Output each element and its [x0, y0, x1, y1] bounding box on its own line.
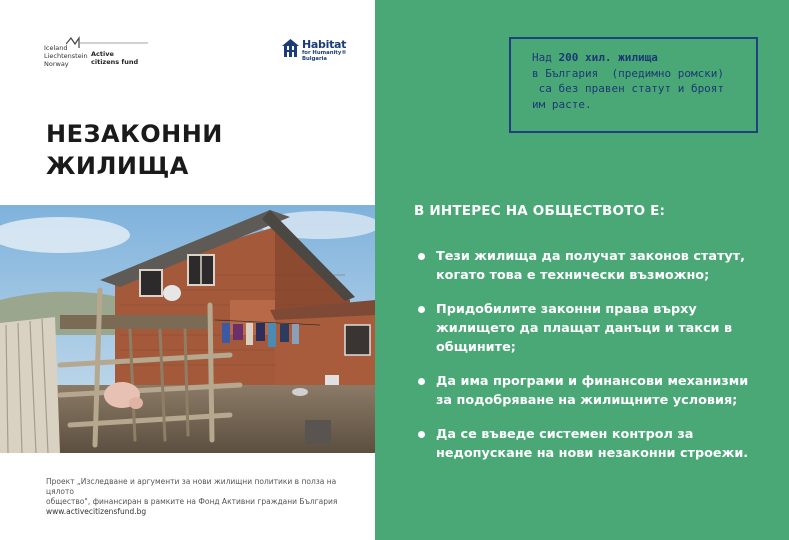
list-item [418, 300, 778, 357]
habitat-name: Habitat [302, 38, 347, 51]
bullet-icon [418, 431, 425, 438]
stat-prefix: Над [532, 51, 559, 64]
stat-line-2: в България (предимно ромски) [532, 66, 725, 80]
stat-line-4: им расте. [532, 97, 592, 111]
eea-right-line2: citizens fund [91, 58, 139, 66]
list-item [418, 247, 778, 285]
habitat-house-icon [281, 38, 300, 58]
list-item [418, 425, 778, 463]
left-panel [0, 0, 375, 540]
footer-url: www.activecitizensfund.bg [46, 507, 147, 516]
footer-line-2: общество", финансиран в рамките на Фонд Активни граждани България [46, 497, 338, 506]
eea-mark-icon [66, 36, 148, 50]
habitat-sub [302, 50, 347, 62]
stat-line-3: са без правен статут и броят [532, 82, 725, 95]
photo-house-image [0, 205, 375, 453]
page-title [46, 118, 223, 182]
bullet-icon [418, 253, 425, 260]
footer-line-1: Проект „Изследване и аргументи за нови жилищни политики в полза на цялото [46, 477, 337, 496]
habitat-logo [281, 38, 351, 68]
list-item-text: Да се въведе системен контрол за недопускане на нови незаконни строежи. [436, 427, 749, 461]
habitat-sub2: Bulgaria [302, 56, 327, 62]
interest-list [418, 247, 778, 463]
house-photo [0, 205, 375, 453]
title-line-2: ЖИЛИЩА [46, 152, 189, 180]
active-citizens-fund-label [91, 50, 138, 66]
list-item-text: Тези жилища да получат законов статут, когато това е технически възможно; [436, 249, 746, 283]
list-item [418, 372, 778, 410]
title-line-1: НЕЗАКОННИ [46, 120, 223, 148]
eea-right-line1: Active [91, 50, 114, 58]
list-item-text: Да има програми и финансови механизми за подобряване на жилищните условия; [436, 374, 749, 408]
bullet-icon [418, 378, 425, 385]
habitat-sub1: for Humanity® [302, 50, 347, 56]
stat-box [509, 37, 758, 133]
eea-country-iceland: Iceland [44, 44, 68, 52]
stat-line-1 [532, 50, 756, 66]
list-item-text: Придобилите законни права върху жилището да плащат данъци и такси в общините; [436, 302, 733, 355]
stat-highlight: 200 хил. жилища [558, 51, 658, 64]
bullet-icon [418, 306, 425, 313]
interest-heading: В ИНТЕРЕС НА ОБЩЕСТВОТО Е: [414, 203, 666, 219]
eea-country-norway: Norway [44, 60, 69, 68]
footer-text [46, 477, 366, 517]
eea-grants-logo [44, 36, 140, 68]
eea-country-liechtenstein: Liechtenstein [44, 52, 88, 60]
